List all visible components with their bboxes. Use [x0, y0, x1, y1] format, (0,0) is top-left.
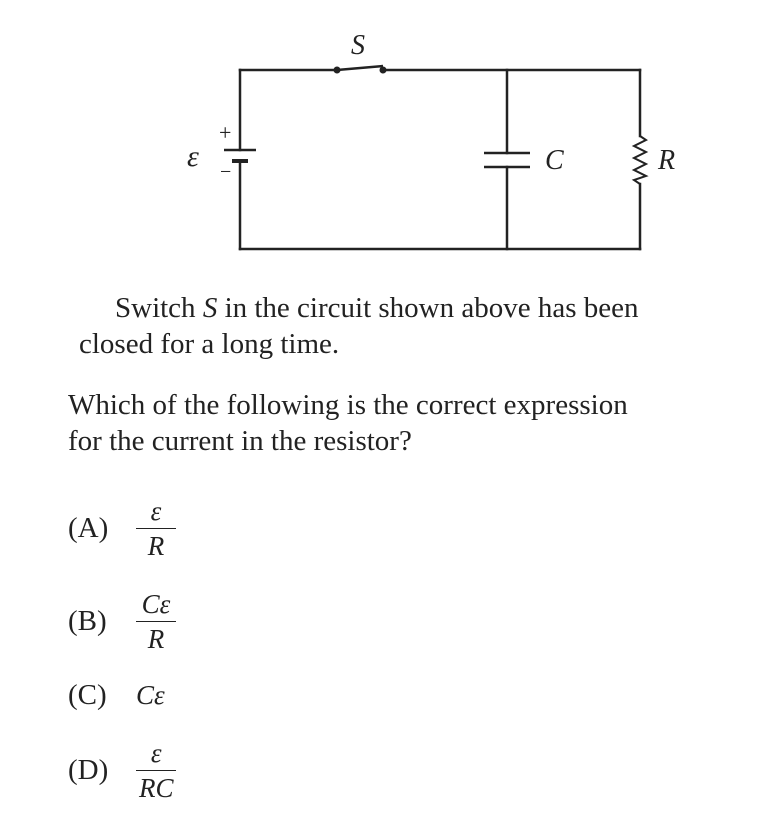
answer-choice-d[interactable] [68, 737, 177, 803]
prompt-line2: for the current in the resistor? [68, 425, 412, 457]
numerator: ε [136, 738, 176, 771]
numerator: ε [136, 496, 176, 529]
switch-label: S [351, 30, 365, 61]
choice-letter: (A) [68, 511, 109, 544]
context-prefix: Switch [115, 292, 203, 324]
capacitor-label: C [545, 145, 564, 176]
emf-label: ε [187, 140, 199, 173]
denominator: R [147, 530, 165, 561]
fraction [136, 738, 177, 803]
fraction [136, 496, 176, 561]
question-prompt [68, 387, 628, 459]
battery [224, 150, 256, 161]
choice-letter: (D) [68, 753, 109, 786]
numerator: Cε [136, 589, 176, 622]
switch-variable: S [202, 292, 218, 324]
fraction [136, 589, 176, 654]
expression: Cε [136, 679, 165, 710]
denominator: R [147, 623, 165, 654]
denominator: RC [139, 772, 174, 803]
minus-sign: − [220, 161, 232, 183]
switch [334, 66, 387, 74]
answer-choice-c[interactable] [68, 662, 165, 728]
answer-choice-b[interactable] [68, 588, 176, 654]
switch-pivot [334, 67, 341, 74]
switch-contact [380, 67, 387, 74]
prompt-line1: Which of the following is the correct expression [68, 389, 628, 421]
capacitor [484, 153, 530, 167]
resistor [634, 136, 646, 184]
answer-choice-a[interactable] [68, 495, 176, 561]
choice-letter: (C) [68, 678, 107, 711]
context-suffix: in the circuit shown above has been [217, 292, 639, 324]
choice-letter: (B) [68, 604, 107, 637]
question-context [79, 290, 639, 362]
resistor-label: R [658, 145, 676, 176]
circuit-diagram [0, 0, 782, 280]
plus-sign: + [219, 120, 232, 145]
context-line2: closed for a long time. [79, 328, 340, 360]
